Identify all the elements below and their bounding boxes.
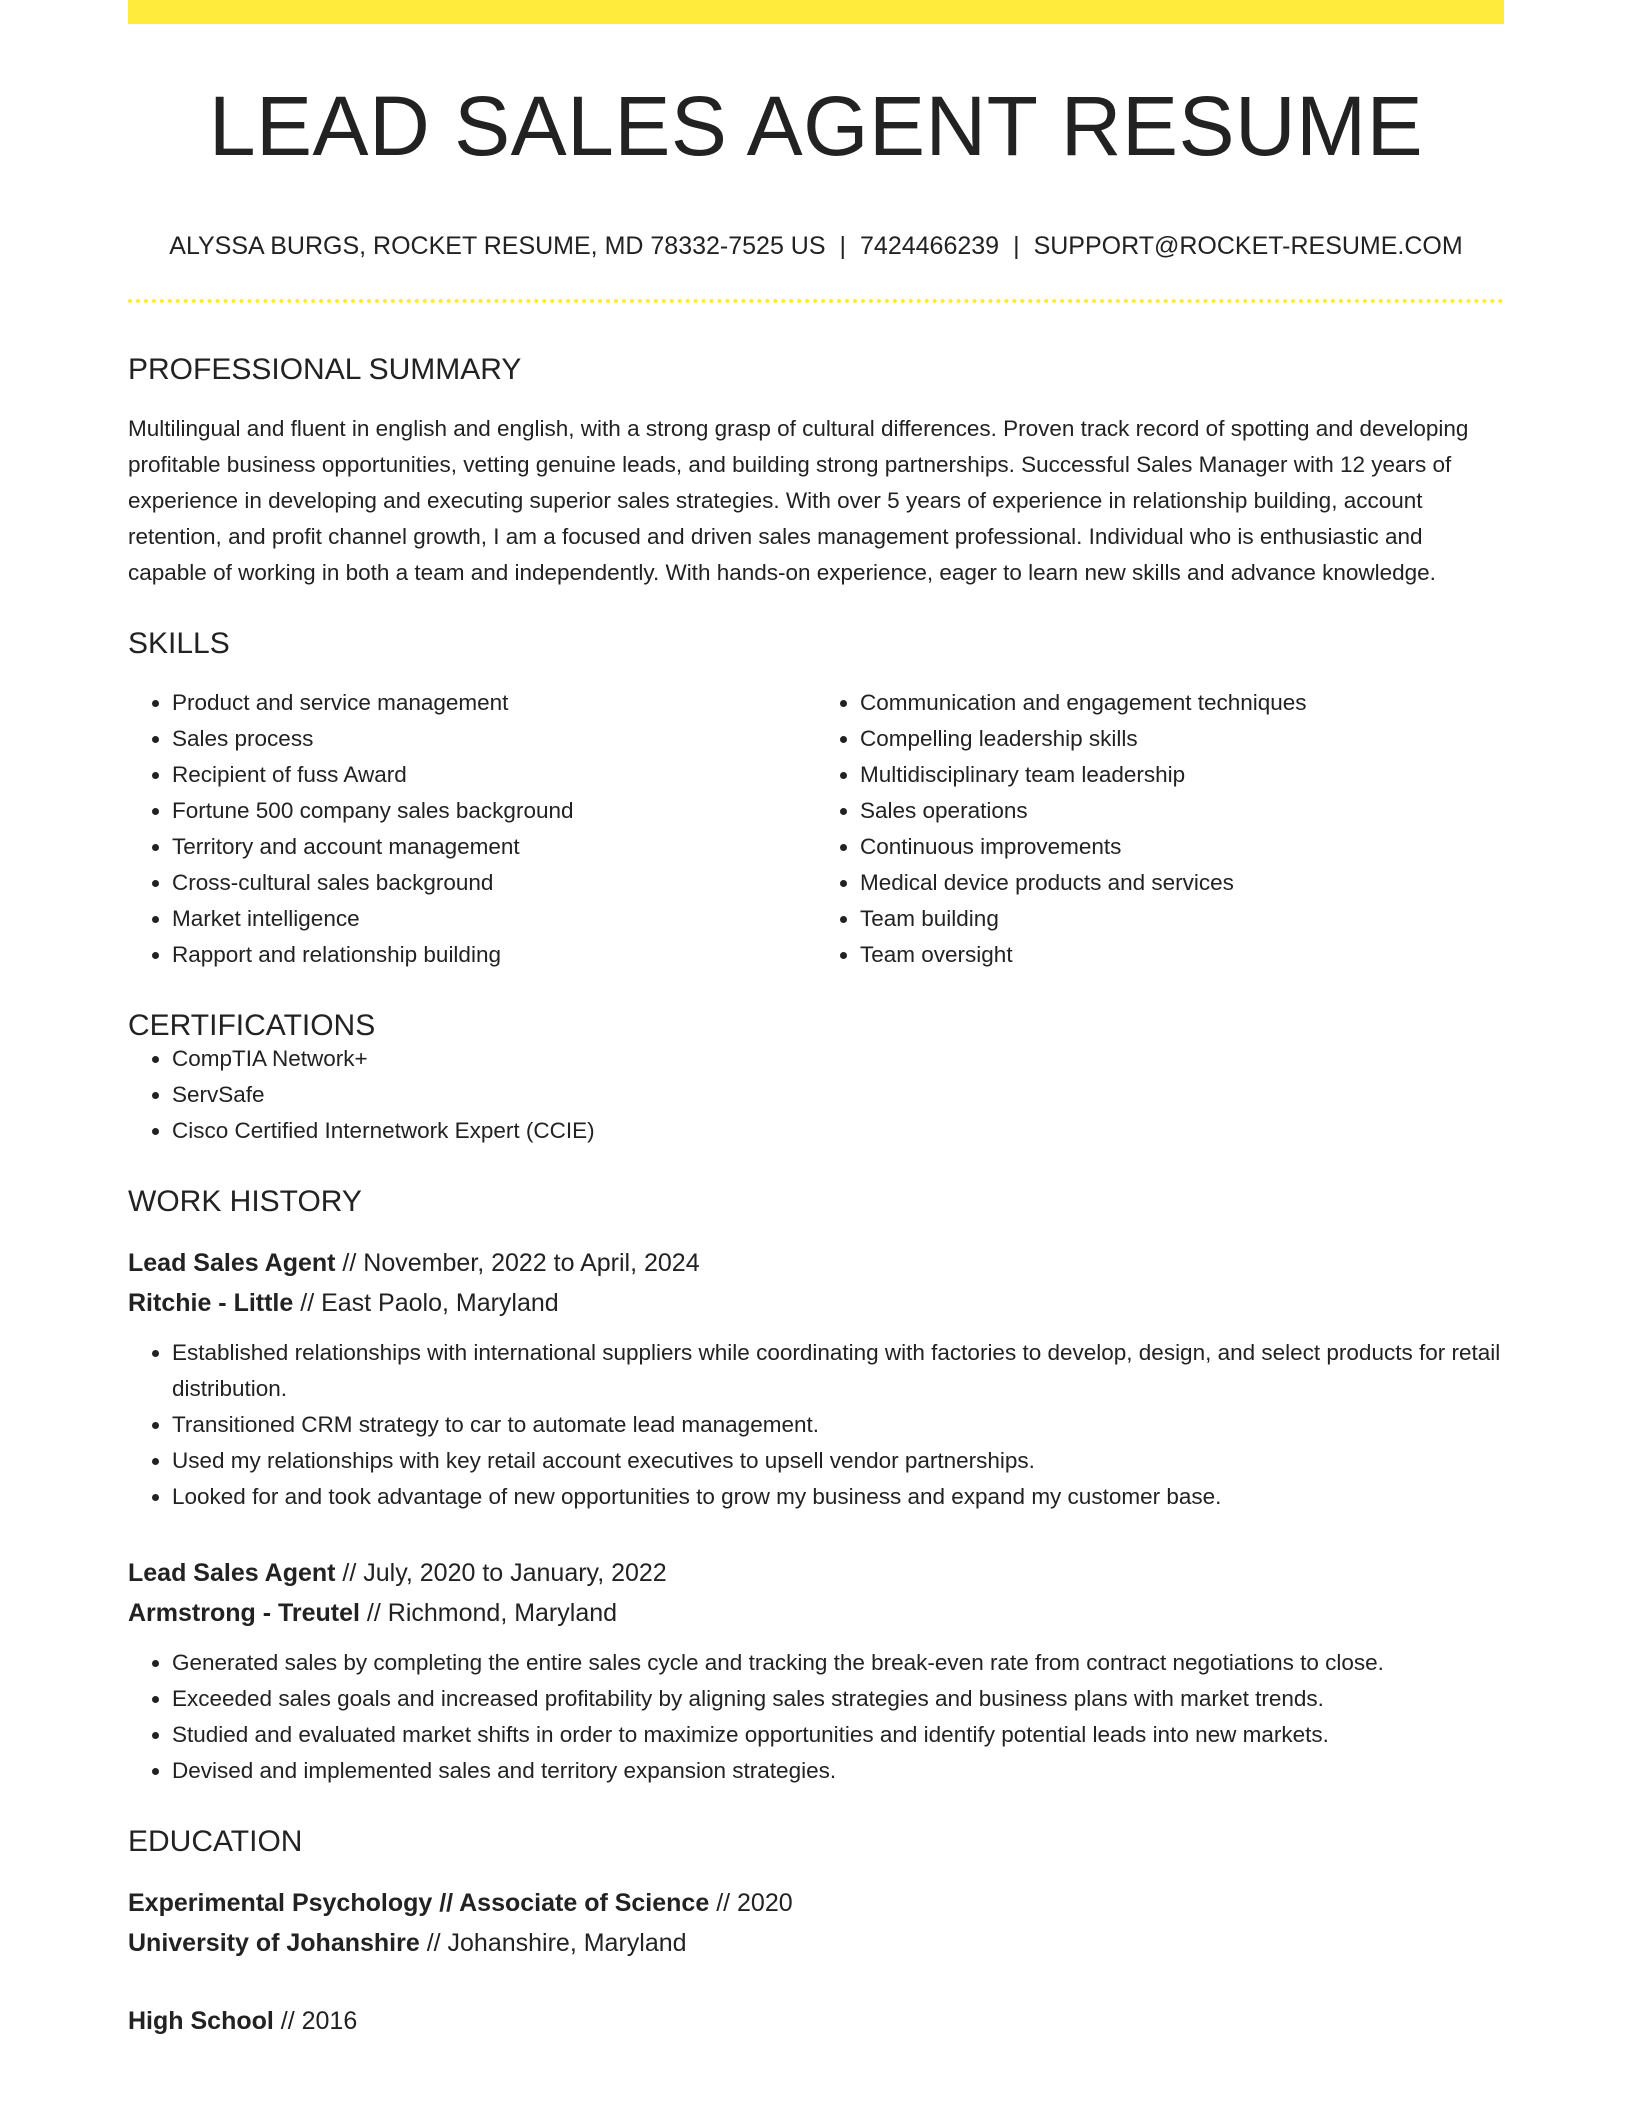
job-company-line	[128, 1593, 1504, 1633]
certifications-list	[128, 1041, 1504, 1149]
summary-heading: PROFESSIONAL SUMMARY	[128, 353, 522, 386]
skill-item: • Continuous improvements	[860, 829, 1504, 865]
job-location: // Richmond, Maryland	[359, 1599, 618, 1627]
education-school-line	[128, 1923, 1504, 1963]
skill-item: • Team building	[860, 901, 1504, 937]
job-company: Ritchie - Little	[128, 1289, 294, 1317]
skill-item: • Multidisciplinary team leadership	[860, 757, 1504, 793]
job-dates: // July, 2020 to January, 2022	[335, 1559, 667, 1587]
job-title-line	[128, 1243, 1504, 1283]
resume-title: LEAD SALES AGENT RESUME	[208, 79, 1424, 173]
job-title: Lead Sales Agent	[128, 1249, 336, 1277]
contact-phone: 7424466239	[860, 232, 1000, 260]
skill-item: • Compelling leadership skills	[860, 721, 1504, 757]
job-dates: // November, 2022 to April, 2024	[335, 1249, 700, 1277]
work-history-heading: WORK HISTORY	[128, 1185, 362, 1218]
education-degree-line	[128, 2001, 1504, 2041]
skills-list-left	[128, 685, 816, 973]
job-bullet: • Generated sales by completing the entire sales cycle and tracking the break-even rate from contract negotiations to close.	[172, 1645, 1504, 1681]
skill-item: • Recipient of fuss Award	[172, 757, 816, 793]
education-heading: EDUCATION	[128, 1825, 303, 1858]
education-school: University of Johanshire	[128, 1929, 420, 1957]
education-section	[128, 1827, 1504, 2041]
skill-item: • Market intelligence	[172, 901, 816, 937]
education-degree: Experimental Psychology // Associate of Science	[128, 1889, 710, 1917]
job-bullet: • Looked for and took advantage of new opportunities to grow my business and expand my customer base.	[172, 1479, 1504, 1515]
skill-item: • Medical device products and services	[860, 865, 1504, 901]
job-company: Armstrong - Treutel	[128, 1599, 360, 1627]
contact-email: SUPPORT@ROCKET-RESUME.COM	[1033, 232, 1463, 260]
work-history-section	[128, 1187, 1504, 1789]
education-year: // 2016	[273, 2007, 358, 2035]
job-title-line	[128, 1553, 1504, 1593]
summary-text: Multilingual and fluent in english and english, with a strong grasp of cultural differences. Proven track record of spotting and developing profitable business opportunities, vetting genuine leads, and building strong partnerships. Successful Sales Manager with 12 years of experience in developing and executing superior sales strategies. With over 5 years of experience in relationship building, account retention, and profit channel growth, I am a focused and driven sales management professional. Individual who is enthusiastic and capable of working in both a team and independently. With hands-on experience, eager to learn new skills and advance knowledge.	[128, 416, 1469, 585]
job-entry	[128, 1243, 1504, 1515]
job-bullets	[128, 1335, 1504, 1515]
education-degree: High School	[128, 2007, 274, 2035]
skill-item: • Cross-cultural sales background	[172, 865, 816, 901]
job-location: // East Paolo, Maryland	[293, 1289, 559, 1317]
skill-item: • Product and service management	[172, 685, 816, 721]
education-location: // Johanshire, Maryland	[419, 1929, 687, 1957]
education-entry	[128, 1883, 1504, 1963]
skills-heading: SKILLS	[128, 627, 230, 660]
skills-columns	[128, 685, 1504, 973]
header-divider	[128, 299, 1504, 303]
job-bullet: • Devised and implemented sales and territory expansion strategies.	[172, 1753, 1504, 1789]
contact-separator: |	[839, 232, 847, 260]
top-accent-bar	[128, 0, 1504, 24]
certifications-section	[128, 1011, 1504, 1149]
education-year: // 2020	[709, 1889, 793, 1917]
job-bullet: • Used my relationships with key retail account executives to upsell vendor partnerships.	[172, 1443, 1504, 1479]
education-degree-line	[128, 1883, 1504, 1923]
summary-section	[128, 355, 1504, 591]
skill-item: • Team oversight	[860, 937, 1504, 973]
job-title: Lead Sales Agent	[128, 1559, 336, 1587]
education-entry	[128, 2001, 1504, 2041]
certifications-heading: CERTIFICATIONS	[128, 1009, 376, 1042]
skill-item: • Communication and engagement techniques	[860, 685, 1504, 721]
contact-separator: |	[1013, 232, 1020, 260]
resume-page	[128, 0, 1504, 2041]
certification-item: • Cisco Certified Internetwork Expert (CCIE)	[172, 1113, 1504, 1149]
contact-address: ALYSSA BURGS, ROCKET RESUME, MD 78332-7525 US	[169, 232, 826, 260]
job-bullet: • Exceeded sales goals and increased profitability by aligning sales strategies and business plans with market trends.	[172, 1681, 1504, 1717]
skills-section	[128, 629, 1504, 973]
skill-item: • Sales operations	[860, 793, 1504, 829]
skills-list-right	[816, 685, 1504, 973]
skill-item: • Sales process	[172, 721, 816, 757]
skill-item: • Rapport and relationship building	[172, 937, 816, 973]
job-company-line	[128, 1283, 1504, 1323]
skill-item: • Fortune 500 company sales background	[172, 793, 816, 829]
job-bullet: • Transitioned CRM strategy to car to automate lead management.	[172, 1407, 1504, 1443]
job-bullets	[128, 1645, 1504, 1789]
job-bullet: • Established relationships with international suppliers while coordinating with factories to develop, design, and select products for retail distribution.	[172, 1335, 1504, 1407]
contact-line	[128, 234, 1504, 259]
job-entry	[128, 1553, 1504, 1789]
certification-item: • CompTIA Network+	[172, 1041, 1504, 1077]
certification-item: • ServSafe	[172, 1077, 1504, 1113]
job-bullet: • Studied and evaluated market shifts in order to maximize opportunities and identify potential leads into new markets.	[172, 1717, 1504, 1753]
skill-item: • Territory and account management	[172, 829, 816, 865]
